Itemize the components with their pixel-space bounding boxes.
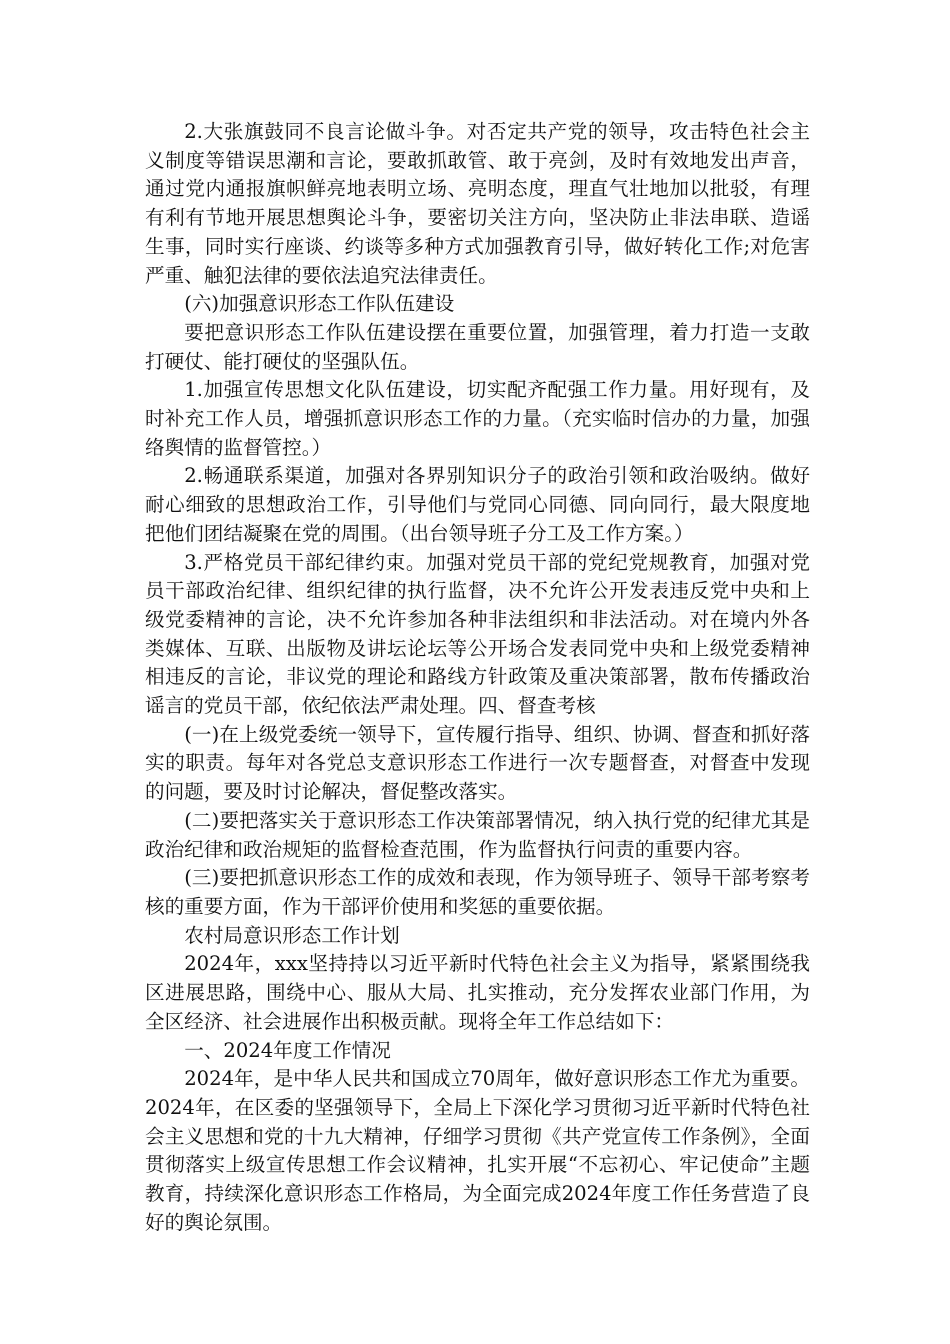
paragraph-6: 3.严格党员干部纪律约束。加强对党员干部的党纪党规教育，加强对党员干部政治纪律、组织纪律的执行监督，决不允许公开发表违反党中央和上级党委精神的言论，决不允许参加各种非法组织和非法活动。对在境内外各类媒体、互联、出版物及讲坛论坛等公开场合发表同党中央和上级党委精神相违反的言论，非议党的理论和路线方针政策及重决策部署，散布传播政治谣言的党员干部，依纪依法严肃处理。四、督查考核 — [145, 550, 810, 718]
paragraph-13: 2024年，是中华人民共和国成立70周年，做好意识形态工作尤为重要。2024年，在区委的坚强领导下，全局上下深化学习贯彻习近平新时代特色社会主义思想和党的十九大精神，仔细学习贯彻《共产党宣传工作条例》，全面贯彻落实上级宣传思想工作会议精神，扎实开展“不忘初心、牢记使命”主题教育，持续深化意识形态工作格局，为全面完成2024年度工作任务营造了良好的舆论氛围。 — [145, 1067, 810, 1234]
paragraph-9: (三)要把抓意识形态工作的成效和表现，作为领导班子、领导干部考察考核的重要方面，作为干部评价使用和奖惩的重要依据。 — [145, 866, 810, 918]
paragraph-7: (一)在上级党委统一领导下，宣传履行指导、组织、协调、督查和抓好落实的职责。每年对各党总支意识形态工作进行一次专题督查，对督查中发现的问题，要及时讨论解决，督促整改落实。 — [145, 722, 810, 804]
section-heading-1: 一、2024年度工作情况 — [184, 1038, 391, 1062]
document-title: 农村局意识形态工作计划 — [184, 923, 400, 947]
paragraph-1: 2.大张旗鼓同不良言论做斗争。对否定共产党的领导，攻击特色社会主义制度等错误思潮和言论，要敢抓敢管、敢于亮剑，及时有效地发出声音，通过党内通报旗帜鲜亮地表明立场、亮明态度，理直气壮地加以批驳，有理有利有节地开展思想舆论斗争，要密切关注方向，坚决防止非法串联、造谣生事，同时实行座谈、约谈等多种方式加强教育引导，做好转化工作;对危害严重、触犯法律的要依法追究法律责任。 — [145, 120, 810, 287]
paragraph-4: 1.加强宣传思想文化队伍建设，切实配齐配强工作力量。用好现有，及时补充工作人员，增强抓意识形态工作的力量。（充实临时信办的力量，加强络舆情的监督管控。） — [145, 378, 810, 459]
paragraph-5: 2.畅通联系渠道，加强对各界别知识分子的政治引领和政治吸纳。做好耐心细致的思想政治工作，引导他们与党同心同德、同向同行，最大限度地把他们团结凝聚在党的周围。（出台领导班子分工及工作方案。） — [145, 464, 810, 545]
paragraph-11: 2024年，xxx坚持持以习近平新时代特色社会主义为指导，紧紧围绕我区进展思路，围绕中心、服从大局、扎实推动，充分发挥农业部门作用，为全区经济、社会进展作出积极贡献。现将全年工作总结如下： — [145, 952, 810, 1033]
paragraph-3: 要把意识形态工作队伍建设摆在重要位置，加强管理，着力打造一支敢打硬仗、能打硬仗的坚强队伍。 — [145, 320, 810, 373]
document-body — [145, 118, 810, 1237]
section-heading-6: (六)加强意识形态工作队伍建设 — [184, 292, 455, 316]
paragraph-8: (二)要把落实关于意识形态工作决策部署情况，纳入执行党的纪律尤其是政治纪律和政治规矩的监督检查范围，作为监督执行问责的重要内容。 — [145, 808, 810, 861]
